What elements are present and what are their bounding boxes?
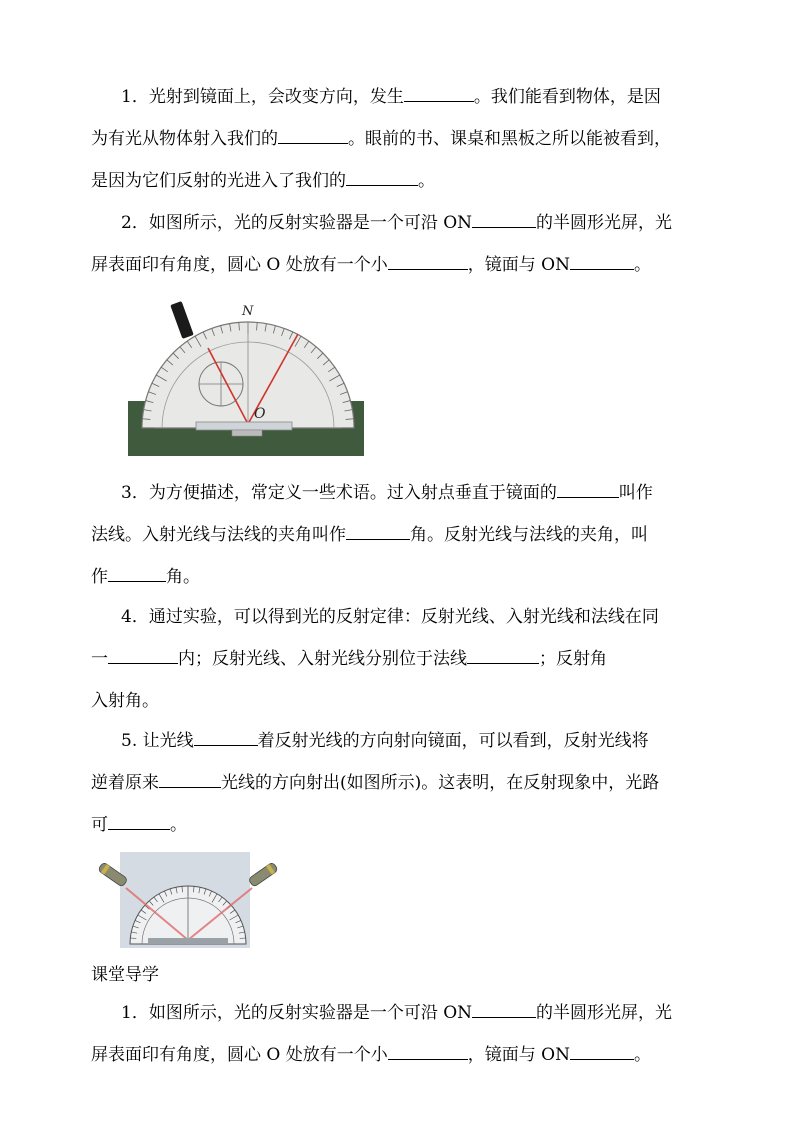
question-2 — [91, 202, 703, 286]
label-n: N — [242, 304, 254, 319]
question-line: 1．如图所示，光的反射实验器是一个可沿 ON 的半圆形光屏，光 — [121, 1003, 673, 1023]
answer-blank[interactable] — [570, 254, 634, 270]
question-line: 一 内；反射光线、入射光线分别位于法线 ；反射角 — [91, 649, 607, 669]
answer-blank[interactable] — [346, 170, 418, 186]
answer-blank[interactable] — [278, 128, 348, 144]
answer-blank[interactable] — [467, 648, 539, 664]
question-line: 法线。入射光线与法线的夹角叫作 角。反射光线与法线的夹角，叫 — [91, 525, 648, 545]
answer-blank[interactable] — [472, 1002, 536, 1018]
reversible-path-illustration — [96, 852, 280, 948]
answer-blank[interactable] — [108, 566, 166, 582]
question-line: 是因为它们反射的光进入了我们的 。 — [91, 171, 435, 191]
guide-question-1 — [91, 992, 703, 1076]
answer-blank[interactable] — [404, 86, 474, 102]
answer-blank[interactable] — [388, 1044, 468, 1060]
answer-blank[interactable] — [346, 524, 410, 540]
laser-pen — [170, 301, 194, 339]
answer-blank[interactable] — [108, 814, 170, 830]
question-line: 入射角。 — [91, 691, 159, 711]
question-line: 屏表面印有角度，圆心 O 处放有一个小 ，镜面与 ON 。 — [91, 1045, 651, 1065]
protractor-illustration — [128, 296, 364, 456]
section-heading: 课堂导学 — [91, 965, 159, 985]
answer-blank[interactable] — [570, 1044, 634, 1060]
label-o: O — [254, 406, 266, 422]
answer-blank[interactable] — [194, 730, 258, 746]
question-line: 为有光从物体射入我们的 。眼前的书、课桌和黑板之所以能被看到， — [91, 129, 671, 149]
question-line: 2．如图所示，光的反射实验器是一个可沿 ON 的半圆形光屏，光 — [121, 213, 673, 233]
question-3 — [91, 472, 703, 598]
reversible-path-figure — [96, 852, 280, 948]
question-line: 屏表面印有角度，圆心 O 处放有一个小 ，镜面与 ON 。 — [91, 255, 651, 275]
question-line: 逆着原来 光线的方向射出(如图所示)。这表明，在反射现象中，光路 — [91, 773, 660, 793]
question-line: 3．为方便描述，常定义一些术语。过入射点垂直于镜面的 叫作 — [121, 483, 653, 503]
answer-blank[interactable] — [388, 254, 468, 270]
reflection-apparatus-figure — [128, 296, 364, 456]
question-5 — [91, 720, 703, 846]
question-line: 4．通过实验，可以得到光的反射定律：反射光线、入射光线和法线在同 — [121, 607, 659, 627]
question-line: 1．光射到镜面上，会改变方向，发生 。我们能看到物体，是因 — [121, 87, 661, 107]
question-4 — [91, 596, 703, 722]
mirror — [196, 422, 292, 430]
question-1 — [91, 76, 703, 202]
answer-blank[interactable] — [159, 772, 221, 788]
answer-blank[interactable] — [108, 648, 178, 664]
answer-blank[interactable] — [557, 482, 619, 498]
laser-pen-right — [248, 862, 278, 887]
question-line: 作 角。 — [91, 567, 200, 587]
question-line: 5. 让光线 着反射光线的方向射向镜面，可以看到，反射光线将 — [121, 731, 649, 751]
answer-blank[interactable] — [472, 212, 536, 228]
question-line: 可 。 — [91, 815, 187, 835]
